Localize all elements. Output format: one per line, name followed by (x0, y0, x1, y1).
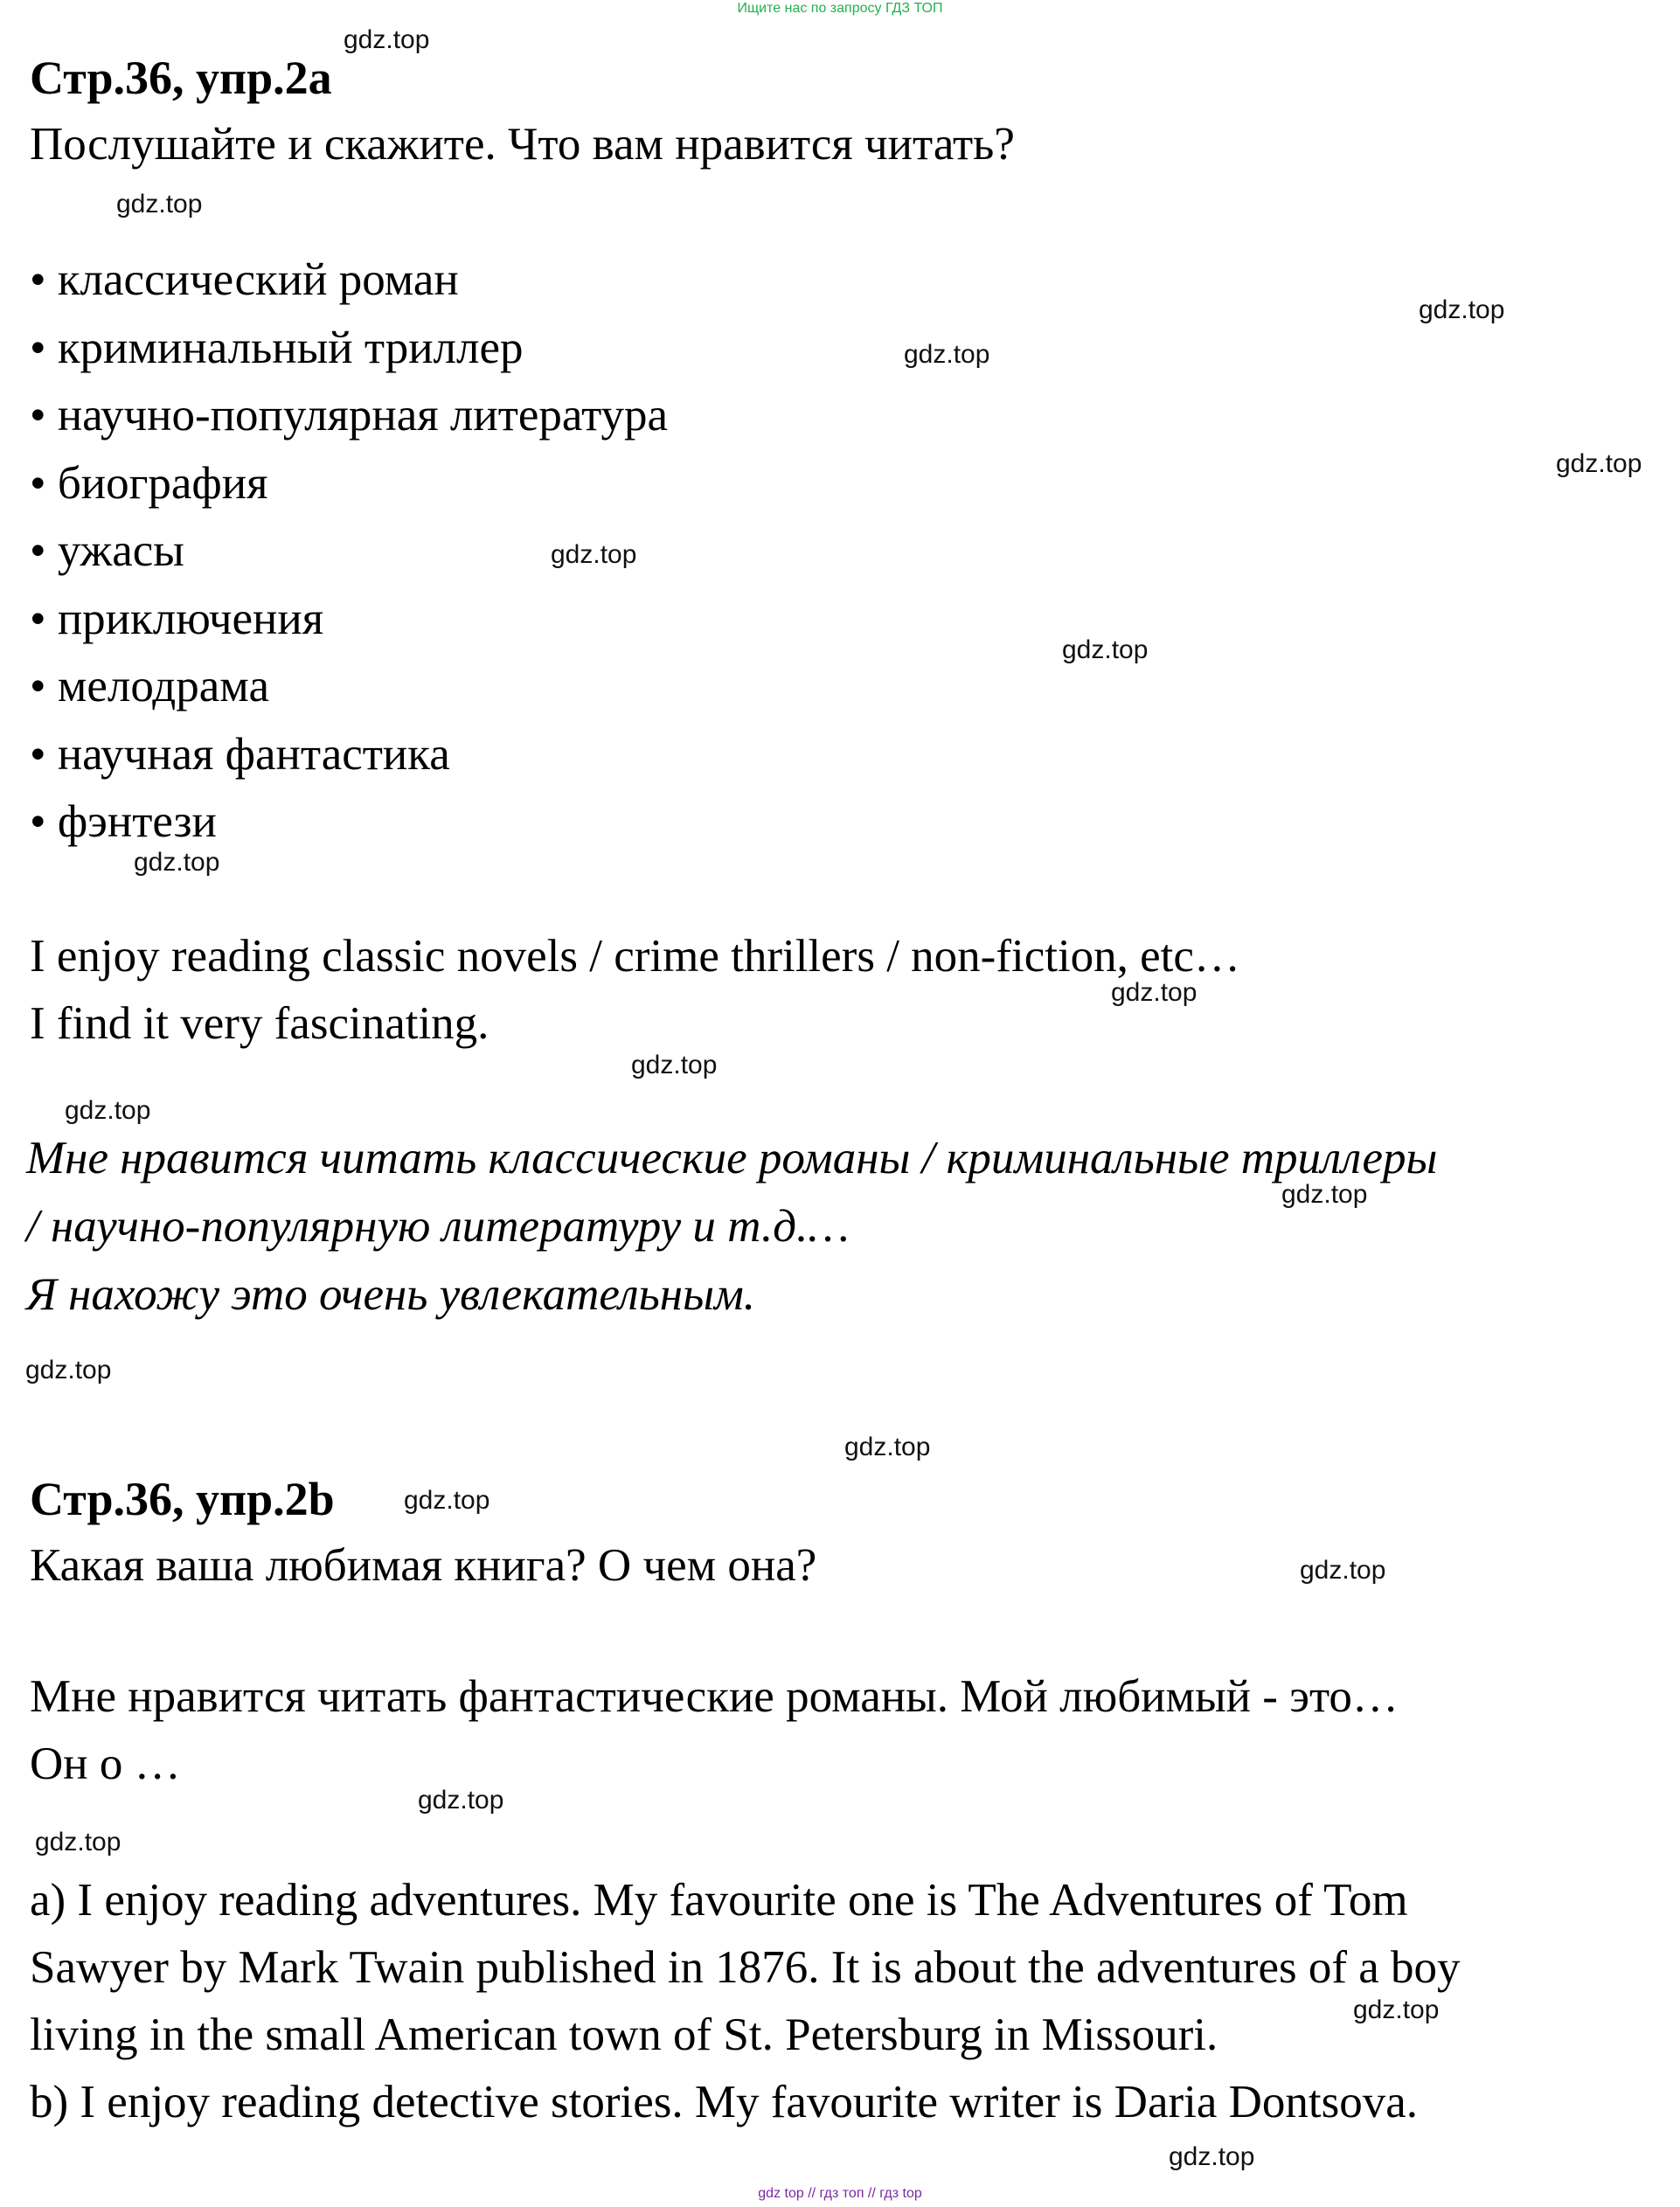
watermark: gdz.top (134, 848, 220, 877)
watermark: gdz.top (116, 190, 203, 219)
watermark: gdz.top (1169, 2142, 1255, 2171)
footer-note: gdz top // гдз топ // гдз top (758, 2186, 922, 2201)
answer-a-line-1: a) I enjoy reading adventures. My favourite one is The Adventures of Tom (30, 1875, 1408, 1926)
template-line-1: Мне нравится читать фантастические романы. Мой любимый - это… (30, 1671, 1399, 1722)
answer-ru-line-3: Я нахожу это очень увлекательным. (26, 1269, 756, 1320)
watermark: gdz.top (1300, 1556, 1386, 1585)
watermark: gdz.top (35, 1828, 121, 1857)
top-note: Ищите нас по запросу ГДЗ ТОП (737, 1, 943, 16)
watermark: gdz.top (551, 540, 637, 569)
genre-item: • биография (30, 450, 668, 518)
watermark: gdz.top (344, 25, 430, 54)
template-line-2: Он о … (30, 1739, 181, 1789)
watermark: gdz.top (1353, 1995, 1440, 2024)
answer-a-line-3: living in the small American town of St. Petersburg in Missouri. (30, 2009, 1218, 2060)
answer-en-line-2: I find it very fascinating. (30, 998, 489, 1049)
answer-ru-line-1: Мне нравится читать классические романы / криминальные триллеры (26, 1133, 1438, 1183)
watermark: gdz.top (1556, 449, 1642, 478)
watermark: gdz.top (1281, 1180, 1368, 1209)
watermark: gdz.top (65, 1096, 151, 1125)
watermark: gdz.top (25, 1356, 112, 1385)
genre-item: • мелодрама (30, 653, 668, 721)
section-b-heading: Стр.36, упр.2b (30, 1473, 335, 1525)
genre-item: • ужасы (30, 517, 668, 586)
genre-item: • приключения (30, 586, 668, 654)
watermark: gdz.top (1419, 295, 1505, 324)
watermark: gdz.top (844, 1433, 931, 1461)
watermark: gdz.top (631, 1051, 718, 1079)
genre-item: • классический роман (30, 246, 668, 315)
watermark: gdz.top (1062, 635, 1149, 664)
watermark: gdz.top (404, 1486, 490, 1515)
section-a-instruction: Послушайте и скажите. Что вам нравится читать? (30, 119, 1015, 170)
watermark: gdz.top (418, 1786, 504, 1815)
section-a-heading: Стр.36, упр.2a (30, 52, 332, 104)
answer-b-line: b) I enjoy reading detective stories. My favourite writer is Daria Dontsova. (30, 2077, 1419, 2127)
answer-ru-line-2: / научно-популярную литературу и т.д.… (26, 1201, 850, 1252)
answer-a-line-2: Sawyer by Mark Twain published in 1876. It is about the adventures of a boy (30, 1942, 1461, 1993)
section-b-instruction: Какая ваша любимая книга? О чем она? (30, 1540, 817, 1591)
genre-item: • криминальный триллер (30, 315, 668, 383)
genre-item: • научная фантастика (30, 721, 668, 789)
watermark: gdz.top (1111, 978, 1198, 1007)
answer-en-line-1: I enjoy reading classic novels / crime thrillers / non-fiction, etc… (30, 931, 1240, 982)
genre-item: • фэнтези (30, 788, 668, 857)
genre-item: • научно-популярная литература (30, 382, 668, 450)
watermark: gdz.top (904, 340, 990, 369)
